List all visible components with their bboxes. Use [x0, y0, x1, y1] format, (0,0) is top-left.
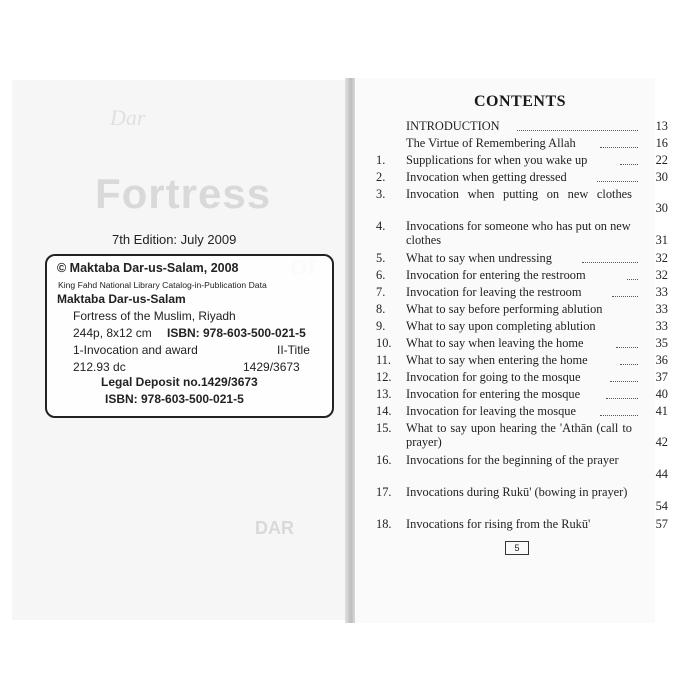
- toc-entry-page: 22: [655, 153, 668, 167]
- toc-entry-number: 18.: [376, 517, 392, 531]
- toc-entry-number: 3.: [376, 187, 386, 201]
- dot-leader: [517, 130, 638, 131]
- dot-leader: [616, 347, 638, 348]
- toc-entry-text: INTRODUCTION: [406, 119, 500, 133]
- publisher-line: Maktaba Dar-us-Salam: [57, 292, 186, 306]
- toc-entry-text: Invocation when putting on new clothes: [406, 187, 632, 201]
- toc-entry-text: What to say when leaving the home: [406, 336, 584, 350]
- subject-line: 1-Invocation and award: [73, 343, 198, 357]
- toc-entry-number: 16.: [376, 453, 392, 467]
- toc-entry-number: 10.: [376, 336, 392, 350]
- dot-leader: [600, 147, 638, 148]
- toc-entry-text: What to say before performing ablution: [406, 302, 603, 316]
- legal-deposit-line: Legal Deposit no.1429/3673: [101, 375, 258, 389]
- toc-entry-text: Supplications for when you wake up: [406, 153, 588, 167]
- toc-entry-number: 4.: [376, 219, 386, 233]
- toc-entry-page: 13: [655, 119, 668, 133]
- toc-entry-text: Invocations for the beginning of the prayer: [406, 453, 619, 467]
- isbn-repeat-line: ISBN: 978-603-500-021-5: [105, 392, 244, 406]
- contents-heading: CONTENTS: [474, 93, 567, 110]
- toc-entry-number: 13.: [376, 387, 392, 401]
- toc-entry-number: 11.: [376, 353, 392, 367]
- toc-entry-text: What to say upon completing ablution: [406, 319, 596, 333]
- toc-entry-text: What to say when entering the home: [406, 353, 588, 367]
- toc-entry-text: Invocation for leaving the mosque: [406, 404, 576, 418]
- toc-entry-number: 1.: [376, 153, 386, 167]
- dot-leader: [610, 381, 638, 382]
- dot-leader: [600, 415, 638, 416]
- toc-entry-text: What to say when undressing: [406, 251, 552, 265]
- page-number: 5: [505, 541, 529, 555]
- dewey-class: 212.93 dc: [73, 360, 126, 374]
- toc-entry-page: 37: [655, 370, 668, 384]
- toc-entry-number: 17.: [376, 485, 392, 499]
- toc-entry-page: 32: [655, 268, 668, 282]
- toc-entry-page: 35: [655, 336, 668, 350]
- toc-entry-page: 33: [655, 285, 668, 299]
- toc-entry-page: 32: [655, 251, 668, 265]
- toc-entry-page: 16: [655, 136, 668, 150]
- dot-leader: [612, 296, 638, 297]
- catalog-line: King Fahd National Library Catalog-in-Publication Data: [58, 280, 267, 290]
- toc-entry-page: 33: [655, 302, 668, 316]
- toc-entry-number: 12.: [376, 370, 392, 384]
- toc-entry-page: 42: [655, 435, 668, 449]
- cip-data-box: [45, 254, 334, 418]
- show-through-publisher: DAR: [255, 518, 294, 538]
- toc-entry-page: 36: [655, 353, 668, 367]
- isbn-line: ISBN: 978-603-500-021-5: [167, 326, 306, 340]
- toc-entry-text: Invocation for entering the mosque: [406, 387, 581, 401]
- book-size: 244p, 8x12 cm: [73, 326, 152, 340]
- dot-leader: [627, 279, 638, 280]
- toc-entry-page: 54: [655, 499, 668, 513]
- toc-entry-text: Invocation for entering the restroom: [406, 268, 586, 282]
- title-class: II-Title: [277, 343, 310, 357]
- toc-entry-number: 8.: [376, 302, 386, 316]
- toc-entry-page: 30: [655, 170, 668, 184]
- toc-entry-page: 33: [655, 319, 668, 333]
- dot-leader: [620, 164, 638, 165]
- dot-leader: [582, 262, 638, 263]
- edition-line: 7th Edition: July 2009: [112, 232, 237, 247]
- toc-entry-text: Invocations for someone who has put on new clothes: [406, 219, 631, 247]
- toc-entry-text: Invocations during Rukū' (bowing in prayer): [406, 485, 628, 499]
- toc-entry-page: 44: [655, 467, 668, 481]
- dot-leader: [597, 181, 638, 182]
- toc-entry-page: 57: [655, 517, 668, 531]
- toc-entry-text: The Virtue of Remembering Allah: [406, 136, 576, 150]
- toc-entry-page: 40: [655, 387, 668, 401]
- show-through-logo: Dar: [110, 105, 146, 130]
- toc-entry-text: Invocation for going to the mosque: [406, 370, 581, 384]
- toc-entry-page: 31: [655, 233, 668, 247]
- dot-leader: [620, 364, 638, 365]
- book-title-line: Fortress of the Muslim, Riyadh: [73, 309, 236, 323]
- toc-entry-text: Invocations for rising from the Rukū': [406, 517, 591, 531]
- toc-entry-text: Invocation when getting dressed: [406, 170, 567, 184]
- toc-entry-number: 7.: [376, 285, 386, 299]
- dot-leader: [606, 398, 638, 399]
- toc-entry-text: Invocation for leaving the restroom: [406, 285, 582, 299]
- toc-entry-text: What to say upon hearing the 'Athān (call to prayer): [406, 421, 632, 449]
- toc-entry-number: 14.: [376, 404, 392, 418]
- toc-entry-page: 41: [655, 404, 668, 418]
- toc-entry-number: 2.: [376, 170, 386, 184]
- toc-entry-number: 9.: [376, 319, 386, 333]
- toc-entry-number: 5.: [376, 251, 386, 265]
- toc-entry-number: 15.: [376, 421, 392, 435]
- deposit-number: 1429/3673: [243, 360, 300, 374]
- show-through-title: Fortress: [95, 170, 272, 217]
- toc-entry-number: 6.: [376, 268, 386, 282]
- toc-entry-page: 30: [655, 201, 668, 215]
- copyright-line: © Maktaba Dar-us-Salam, 2008: [57, 261, 239, 275]
